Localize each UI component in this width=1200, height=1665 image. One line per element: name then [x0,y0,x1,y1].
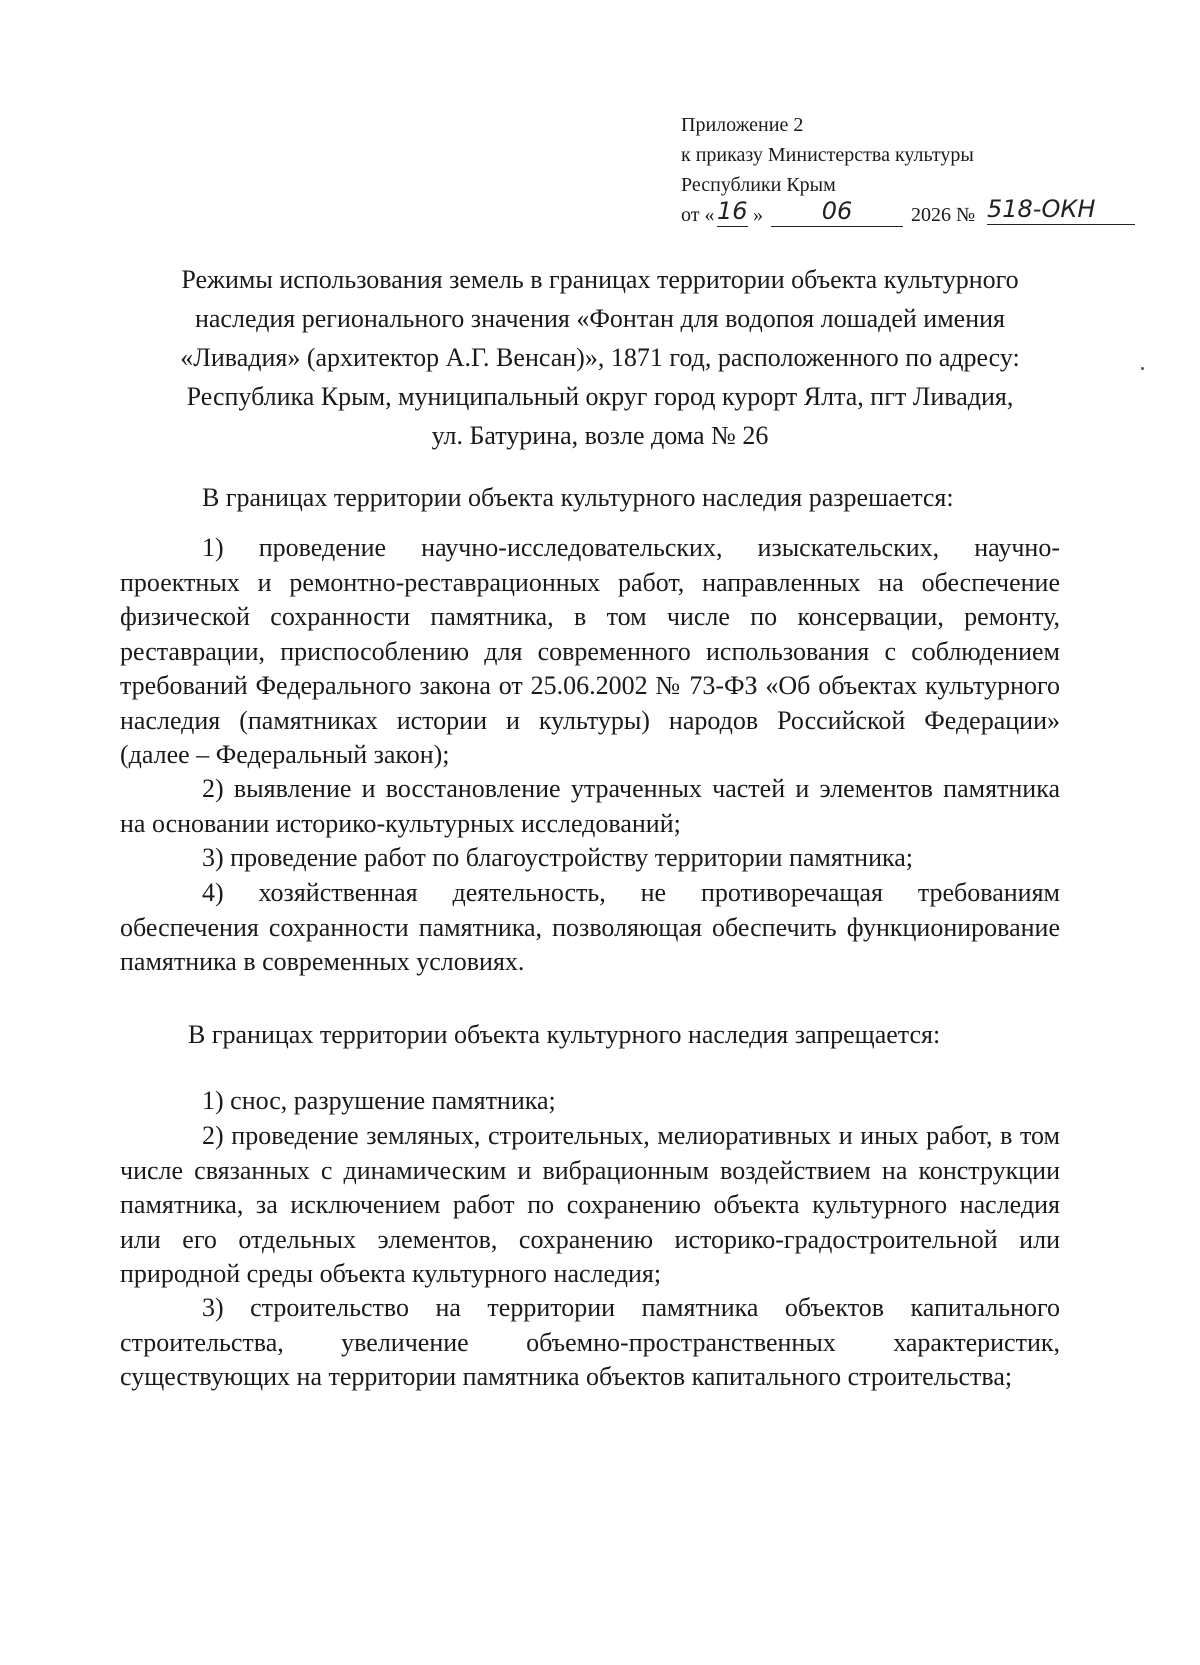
allowed-item-1 [120,531,1060,773]
title-line: ул. Батурина, возле дома № 26 [431,421,769,450]
paragraph-line: требований Федерального закона от 25.06.2002 № 73-ФЗ «Об объектах культурного [120,671,1060,700]
paragraph-line: 4) хозяйственная деятельность, не противоречащая требованиям [202,878,1060,907]
date-prefix: от « [681,204,715,226]
paragraph-line: или его отдельных элементов, сохранению историко-градостроительной или [120,1224,1060,1254]
scan-speck [1141,367,1144,370]
paragraph-line: 3) строительство на территории памятника объектов капитального [202,1293,1060,1322]
appendix-header [681,110,1151,232]
paragraph-line: (далее – Федеральный закон); [120,740,450,769]
forbidden-heading: В границах территории объекта культурного наследия запрещается: [188,1020,941,1049]
paragraph-line: физической сохранности памятника, в том числе по консервации, ремонту, [120,602,1060,631]
paragraph-line: наследия (памятниках истории и культуры) народов Российской Федерации» [120,705,1060,735]
paragraph-line: числе связанных с динамическим и вибрационным воздействием на конструкции [120,1155,1060,1185]
date-day-close: » [753,204,763,226]
paragraph-line: 2) проведение земляных, строительных, мелиоративных и иных работ, в том [202,1121,1060,1150]
paragraph-line: природной среды объекта культурного наследия; [120,1259,662,1288]
allowed-item-4 [120,876,1060,980]
title-line: наследия регионального значения «Фонтан для водопоя лошадей имения [194,304,1006,333]
allowed-item-3 [120,841,1060,876]
forbidden-item-1 [120,1084,1060,1119]
paragraph-line: 1) проведение научно-исследовательских, изыскательских, научно- [202,533,1060,562]
date-month: 06 [771,196,903,227]
date-year: 2026 № [911,204,976,226]
issuer-region: Республики Крым [681,174,836,196]
forbidden-item-3 [120,1291,1060,1395]
paragraph-line: на основании историко-культурных исследований; [120,808,681,838]
order-number: 518-ОКН [987,194,1135,225]
order-reference: к приказу Министерства культуры [681,144,974,166]
paragraph-line: 3) проведение работ по благоустройству территории памятника; [202,843,914,872]
allowed-heading: В границах территории объекта культурного наследия разрешается: [202,483,954,512]
forbidden-item-2 [120,1119,1060,1292]
paragraph-line: существующих на территории памятника объектов капитального строительства; [120,1362,1013,1391]
paragraph-line: 1) снос, разрушение памятника; [202,1086,556,1115]
date-day: 16 [717,197,748,225]
allowed-item-2 [120,772,1060,841]
document-title [120,260,1080,455]
title-line: «Ливадия» (архитектор А.Г. Венсан)», 1871 год, расположенного по адресу: [180,343,1020,372]
paragraph-line: 2) выявление и восстановление утраченных частей и элементов памятника [202,774,1060,803]
title-line: Республика Крым, муниципальный округ город курорт Ялта, пгт Ливадия, [186,382,1014,411]
paragraph-line: реставрации, приспособлению для современного использования с соблюдением [120,636,1060,666]
paragraph-line: памятника в современных условиях. [120,947,525,976]
paragraph-line: обеспечения сохранности памятника, позволяющая обеспечить функционирование [120,912,1060,942]
title-line: Режимы использования земель в границах территории объекта культурного [181,265,1019,294]
paragraph-line: строительства, увеличение объемно-пространственных характеристик, [120,1327,1060,1357]
order-date-line [681,195,1151,232]
paragraph-line: проектных и ремонтно-реставрационных работ, направленных на обеспечение [120,567,1060,597]
paragraph-line: памятника, за исключением работ по сохранению объекта культурного наследия [120,1190,1060,1219]
appendix-number: Приложение 2 [681,114,804,136]
